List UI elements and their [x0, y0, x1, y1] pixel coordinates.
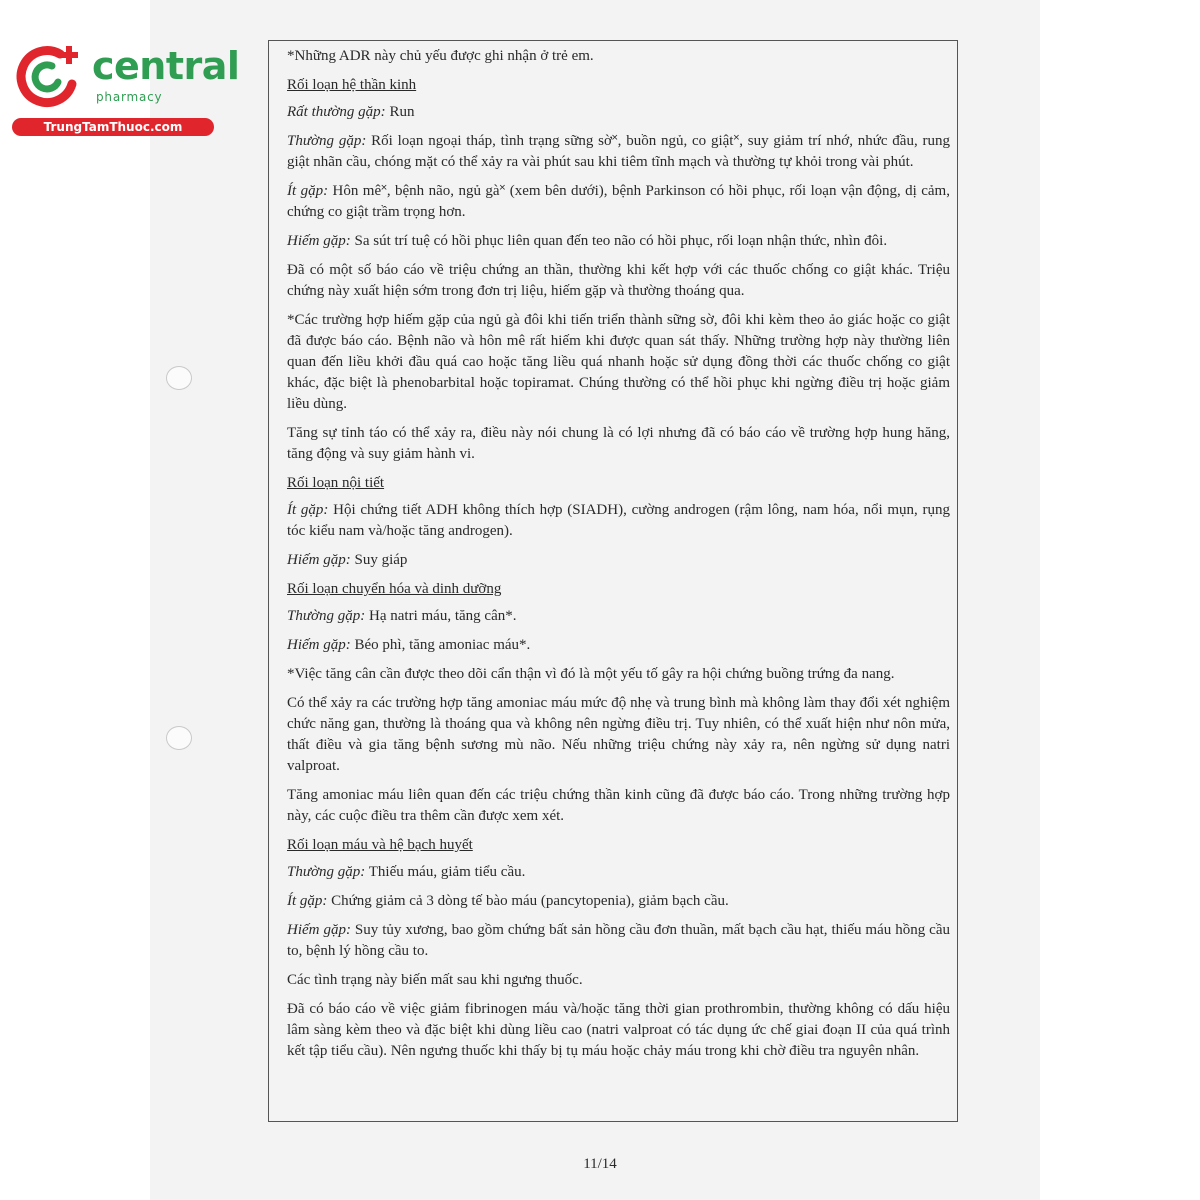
central-pharmacy-logo-icon: [12, 40, 84, 112]
paragraph-text: Đã có báo cáo về việc giảm fibrinogen máu và/hoặc tăng thời gian prothrombin, thường không có dấu hiệu lâm sàng kèm theo và đặc biệt khi dùng liều cao (natri valproat có tác dụng ức chế giai đoạn II của quá trình kết tập tiểu cầu). Nên ngưng thuốc khi thấy bị tụ máu hoặc chảy máu trong khi chờ điều tra nguyên nhân.: [287, 1001, 950, 1059]
punch-hole: [166, 726, 192, 750]
paragraph-text: Chứng giảm cả 3 dòng tế bào máu (pancytopenia), giảm bạch cầu.: [327, 893, 729, 909]
paragraph-text: *Việc tăng cân cần được theo dõi cẩn thận vì đó là một yếu tố gây ra hội chứng buồng trứng đa nang.: [287, 666, 895, 682]
paragraph: [287, 550, 950, 571]
section-heading: Rối loạn chuyển hóa và dinh dưỡng: [287, 581, 502, 597]
document-frame: [268, 40, 958, 1122]
paragraph-text: Tăng sự tỉnh táo có thể xảy ra, điều này nói chung là có lợi nhưng đã có báo cáo về trường hợp hung hăng, tăng động và suy giảm hành vi.: [287, 425, 950, 462]
paragraph-text: *Những ADR này chủ yếu được ghi nhận ở trẻ em.: [287, 48, 594, 64]
paragraph: [287, 260, 950, 302]
paragraph: [287, 664, 950, 685]
paragraph-text: Đã có một số báo cáo về triệu chứng an thần, thường khi kết hợp với các thuốc chống co giật khác. Triệu chứng này xuất hiện sớm trong đơn trị liệu, hiếm gặp và thường thoáng qua.: [287, 262, 950, 299]
paragraph: [287, 693, 950, 777]
paragraph-text: Rối loạn ngoại tháp, tình trạng sững sờ˟, buồn ngủ, co giật˟, suy giảm trí nhớ, nhức đầu, rung giật nhãn cầu, chóng mặt có thể xảy ra vài phút sau khi tiêm tĩnh mạch và thường tự khỏi trong vài phút.: [287, 133, 950, 170]
frequency-label: Hiếm gặp:: [287, 922, 351, 938]
punch-hole: [166, 366, 192, 390]
paragraph-text: Béo phì, tăng amoniac máu*.: [350, 637, 531, 653]
paragraph: [287, 862, 950, 883]
paragraph: [287, 500, 950, 542]
paragraph-text: *Các trường hợp hiếm gặp của ngủ gà đôi khi tiến triển thành sững sờ, đôi khi kèm theo ảo giác hoặc co giật đã được báo cáo. Bệnh não và hôn mê rất hiếm khi được quan sát thấy. Những trường hợp này thường liên quan đến liều khởi đầu quá cao hoặc tăng liều quá nhanh hoặc sử dụng đồng thời các thuốc chống co giật khác, đặc biệt là phenobarbital hoặc topiramat. Chúng thường có thể hồi phục khi ngừng điều trị hoặc giảm liều dùng.: [287, 312, 950, 412]
paragraph-text: Hạ natri máu, tăng cân*.: [365, 608, 517, 624]
frequency-label: Ít gặp:: [287, 183, 329, 199]
paragraph: [287, 785, 950, 827]
paragraph-text: Run: [385, 104, 415, 120]
paragraph-text: Có thể xảy ra các trường hợp tăng amoniac máu mức độ nhẹ và trung bình mà không làm thay đổi xét nghiệm chức năng gan, thường là thoáng qua và không nên ngừng điều trị. Tuy nhiên, có thể xuất hiện như nôn mửa, thất điều và gia tăng bệnh sương mù não. Nếu những triệu chứng này xảy ra, nên ngừng sử dụng natri valproat.: [287, 695, 950, 774]
page-number: 11/14: [583, 1156, 617, 1172]
frequency-label: Ít gặp:: [287, 502, 329, 518]
paragraph: [287, 181, 950, 223]
frequency-label: Ít gặp:: [287, 893, 328, 909]
paragraph: [287, 970, 950, 991]
frequency-label: Thường gặp:: [287, 864, 366, 880]
paragraph: [287, 131, 950, 173]
paragraph-text: Hôn mê˟, bệnh não, ngủ gà˟ (xem bên dưới), bệnh Parkinson có hồi phục, rối loạn vận động, dị cảm, chứng co giật trầm trọng hơn.: [287, 183, 950, 220]
paragraph: [287, 231, 950, 252]
paragraph: [287, 920, 950, 962]
section-heading: Rối loạn nội tiết: [287, 475, 385, 491]
frequency-label: Thường gặp:: [287, 133, 367, 149]
paragraph-text: Hội chứng tiết ADH không thích hợp (SIADH), cường androgen (rậm lông, nam hóa, nổi mụn, rụng tóc kiểu nam và/hoặc tăng androgen).: [287, 502, 950, 539]
paragraph: [287, 423, 950, 465]
section-heading: Rối loạn hệ thần kinh: [287, 77, 417, 93]
paragraph-text: Suy giáp: [350, 552, 408, 568]
logo-subtitle: pharmacy: [96, 90, 163, 104]
paragraph: [287, 102, 950, 123]
paragraph-text: Suy tủy xương, bao gồm chứng bất sản hồng cầu đơn thuần, mất bạch cầu hạt, thiếu máu hồng cầu to, bệnh lý hồng cầu to.: [287, 922, 950, 959]
frequency-label: Hiếm gặp:: [287, 552, 351, 568]
frequency-label: Thường gặp:: [287, 608, 366, 624]
logo-name: central: [92, 44, 240, 88]
paragraph-text: Thiếu máu, giảm tiểu cầu.: [365, 864, 526, 880]
paragraph: [287, 606, 950, 627]
pharmacy-logo[interactable]: [6, 36, 240, 136]
frequency-label: Hiếm gặp:: [287, 233, 351, 249]
frequency-label: Rất thường gặp:: [287, 104, 386, 120]
paragraph: [287, 46, 950, 67]
logo-website-link[interactable]: TrungTamThuoc.com: [12, 118, 214, 136]
frequency-label: Hiếm gặp:: [287, 637, 351, 653]
paragraph-text: Các tình trạng này biến mất sau khi ngưng thuốc.: [287, 972, 583, 988]
paragraph: [287, 891, 950, 912]
paragraph: [287, 310, 950, 415]
paragraph: [287, 999, 950, 1062]
section-heading: Rối loạn máu và hệ bạch huyết: [287, 837, 473, 853]
paragraph-text: Sa sút trí tuệ có hồi phục liên quan đến teo não có hồi phục, rối loạn nhận thức, nhìn đôi.: [350, 233, 888, 249]
paragraph-text: Tăng amoniac máu liên quan đến các triệu chứng thần kinh cũng đã được báo cáo. Trong những trường hợp này, các cuộc điều tra thêm cần được xem xét.: [287, 787, 950, 824]
paragraph: [287, 635, 950, 656]
